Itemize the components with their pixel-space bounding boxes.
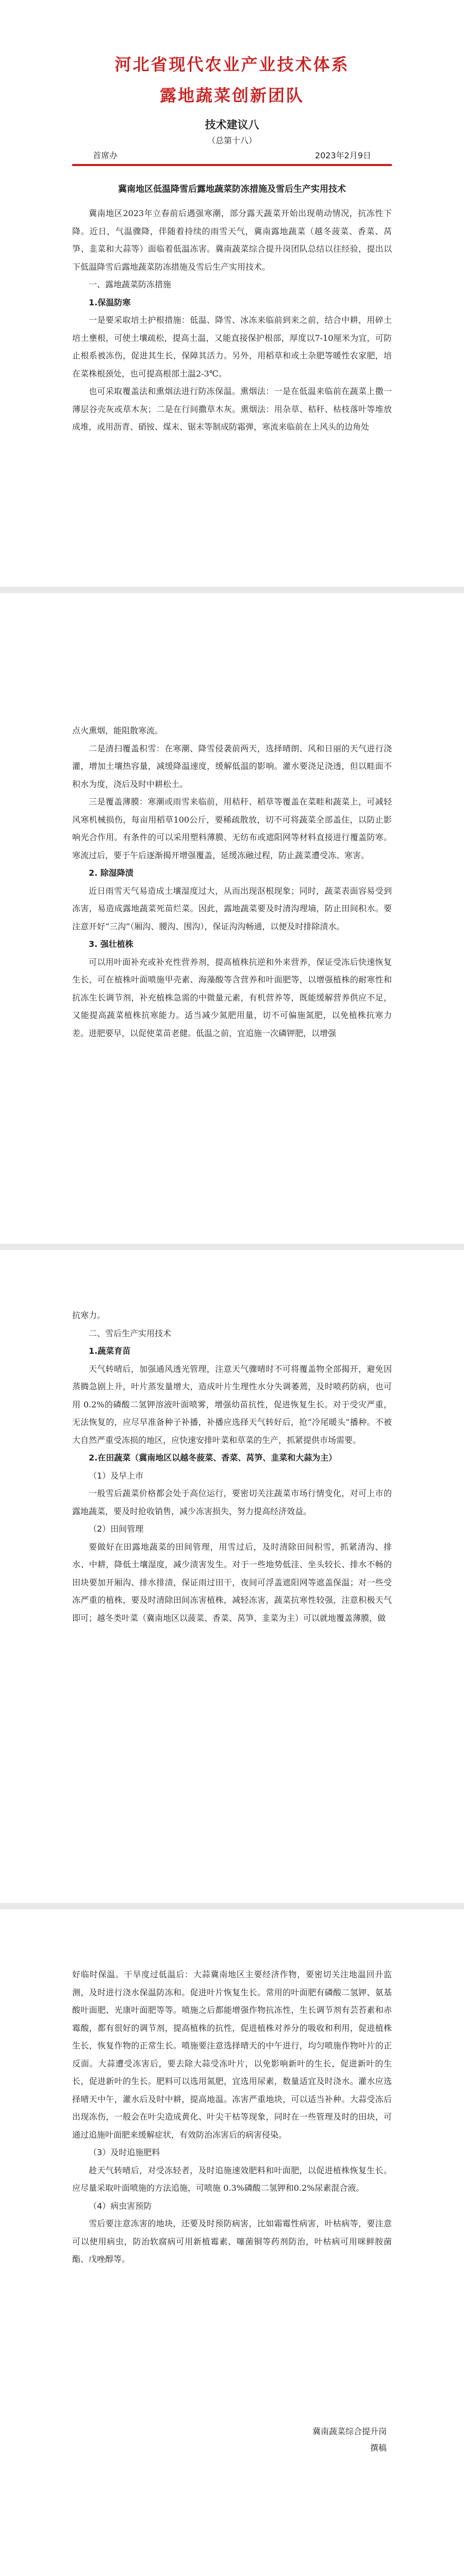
paragraph: 近日雨雪天气易造成土壤湿度过大，从而出现沤根现象；同时，蔬菜表面容易受到冻害，易造成露地蔬菜死苗烂菜。因此，露地蔬菜要及时清沟理墒，防止田间积水。要注意开好“三沟”（厢沟、腰沟、围沟），保证沟沟畅通，以便及时排除渍水。 [72,885,392,931]
paragraph: 三是覆盖薄膜：寒潮或雨雪来临前，用秸秆、稻草等覆盖在菜畦和蔬菜上，可减轻风寒机械损伤，每亩用稻草100公斤，要稀疏散放，切不可将蔬菜全部盖住，以防止影响光合作用。有条件的可以采用塑料薄膜、无纺布或遮阳网等材料直接进行覆盖防寒。寒流过后，要于午后逐渐揭开增强覆盖，延缓冻融过程，防止蔬菜遭受冻、寒害。 [72,797,392,860]
page-1 [0,0,464,587]
document-title: 冀南地区低温降雪后露地蔬菜防冻措施及雪后生产实用技术 [118,184,346,194]
issuer: 首席办 [93,151,118,160]
signature-team: 冀南蔬菜综合提升岗 [312,2426,387,2436]
section2-sub2-title: 2.在田蔬菜（冀南地区以越冬菠菜、香菜、莴笋、韭菜和大蒜为主） [89,1453,337,1463]
item-title: （2）田间管理 [89,1524,144,1534]
paragraph: 天气转晴后，加强通风透光管理，注意天气骤晴时不可将覆盖物全部揭开，避免因蒸腾急剧上升，叶片蒸发量增大，造成叶片生理性水分失调萎蔫，及时喷药防病，也可用 0.2%的磷酸二氢钾溶液叶面喷雾，增强幼苗抗性，促进恢复生长。对于受灾严重，无法恢复的，应尽早准备种子补播，补播应选择天气转好后，抢“冷尾暖头”播种。不被大自然严重受冻损的地区，应快速安排叶菜和草菜的生产，抓紧提供市场需要。 [72,1364,392,1445]
paragraph: 点火熏烟，能阻散寒流。 [72,726,163,735]
section2-sub1-title: 1.蔬菜育苗 [89,1346,131,1356]
paragraph: 一是要采取培土护根措施：低温、降雪、冰冻来临前到来之前，结合中耕，用碎土培土壅根，可使土壤疏松，提高土温，又能直接保护根部，厚度以7-10厘米为宜，可防止根系被冻伤，促进其生长，保障其活力。另外，用稻草和或土杂肥等暖性农家肥，培在菜株根颈处，也可提高根部土温2-3℃。 [72,315,392,379]
header-meta [72,149,392,161]
section1-sub2-title: 2. 除湿降渍 [89,868,134,878]
header-line2: 露地蔬菜创新团队 [159,86,304,105]
header-number: （总第十八） [207,136,257,145]
paragraph: 也可采取覆盖法和熏烟法进行防冻保温。熏烟法：一是在低温来临前在蔬菜上撒一薄层谷壳灰或草木灰；二是在行间撒草木灰。熏烟法：用杂草、秸秆、枯枝落叶等堆放成堆，或用沥青、硝铵、煤末、锯末等制成防霜弹，寒流来临前在上风头的边角处 [72,386,392,432]
section1-sub1-title: 1.保温防寒 [89,297,131,307]
paragraph: 趁天气转晴后，对受冻轻者，及时追施速效肥料和叶面肥，以促进植株恢复生长。应尽量采取叶面喷施的方法追施，可喷施 0.3%磷酸二氢钾和0.2%尿素混合液。 [72,2165,392,2193]
paragraph: 雪后要注意冻害的地块，还要及时预防病害，比如霜霉性病害，叶枯病等，要注意可以使用病虫，防治软腐病可用新植霉素、噻菌铜等药剂防治，叶枯病可用咪鲜胺菌酯、戊唑醇等。 [72,2219,392,2264]
page-4 [0,1909,464,2576]
paragraph: 可以用叶面补充或补充性营养剂，提高植株抗逆和外来营养，保证受冻后快速恢复生长，可在植株叶面喷施甲壳素、海藻酸等含营养和叶面肥等，以增强植株的耐寒性和抗冻生长调节剂，补充植株急需的中微量元素，有机营养等，既能缓解营养供应不足，又能提高蔬菜植株抗寒能力。适当减少氮肥用量，切不可偏施氮肥，以免植株抗寒力差。进肥要早，以促使菜苗老健。低温之前，宜追施一次磷钾肥，以增强 [72,957,392,1038]
section2-title: 二、雪后生产实用技术 [89,1328,172,1338]
header-line1: 河北省现代农业产业技术体系 [114,55,350,74]
item-title: （1）及早上市 [89,1470,144,1481]
paragraph: 好临时保温。干旱度过低温后：大蒜冀南地区主要经济作物，要密切关注地温回升监测，及时进行浇水保温防冻和。促进叶片恢复生长。常用的叶面肥有磷酸二氢钾、氨基酸叶面肥、光康叶面肥等等。喷施之后都能增强作物抗冻性，生长调节剂有芸苔素和赤霉酸，都有很好的调节剂，提高植株的抗性，促进植株对养分的吸收和利用，促进植株生长，恢复作物的正常生长。喷施要注意选择晴天的中午进行，均匀喷施作物叶片的正反面。大蒜遭受冻害后，要去除大蒜受冻叶片，以免影响新叶的生长，促进新叶的生长，促进新叶的生长。肥料可以选用氮肥，宜选用尿素，数量适宜及时浇水。灌水应选择晴天中午，灌水后及时中耕，提高地温。冻害严重地块，可以适当补种。大蒜受冻后出现冻伤，一般会在叶尖造成黄化、叶尖干枯等现象，同时在一些管理及时的田块，可通过追施叶面肥来缓解症状，有效防治冻害后的病害侵染。 [72,1970,392,2140]
item-title: （4）病虫害预防 [89,2201,152,2211]
section1-sub3-title: 3. 强壮植株 [89,939,134,949]
paragraph: 一般雪后蔬菜价格都会处于高位运行，要密切关注蔬菜市场行情变化，对可上市的露地蔬菜，要及时抢收销售，减少冻害损失，努力提高经济效益。 [72,1488,392,1516]
paragraph: 抗寒力。 [72,1310,106,1320]
signature-author: 撰稿 [370,2442,387,2453]
paragraph: 要做好在田露地蔬菜的田间管理，用雪过后，及时清除田间积雪，抓紧清沟、排水、中耕，降低土壤湿度，减少渍害发生。对于一些地势低洼、坐头较长、排水不畅的田块要加开厢沟、排水排渍，保证雨过田干，夜间可浮盖遮阳网等遮盖保温；对一些受冻严重的植株，要及时清除田间冻害植株，减轻冻害，蔬菜抗寒性较强，注意积极天气即可；越冬类叶菜（冀南地区以菠菜、香菜、莴笋、韭菜为主）可以就地覆盖薄膜，做 [72,1541,392,1623]
intro-paragraph: 冀南地区2023年立春前后遇强寒潮，部分露天蔬菜开始出现萌动情况，抗冻性下降。近日，气温骤降，伴随着持续的雨雪天气，冀南露地蔬菜（越冬菠菜、香菜、莴笋、韭菜和大蒜等）面临着低温冻害。冀南蔬菜综合提升岗团队总结以往经验，提出以下低温降雪后露地蔬菜防冻措施及雪后生产实用技术。 [72,208,392,272]
header-subtitle: 技术建议八 [205,119,259,131]
red-divider [72,164,392,166]
section1-title: 一、露地蔬菜防冻措施 [89,280,172,289]
paragraph: 二是清扫覆盖积雪：在寒潮、降雪侵袭前两天，选择晴朗、风和日丽的天气进行浇灌，增加土壤热容量，减缓降温速度，缓解低温的影响。灌水要浇足浇透，但以畦面不积水为度，浇后及时中耕松土。 [72,743,392,789]
page-3 [0,1250,464,1903]
page-2 [0,593,464,1244]
item-title: （3）及时追施肥料 [89,2147,160,2157]
signature [72,2423,392,2456]
issue-date: 2023年2月9日 [314,151,371,160]
